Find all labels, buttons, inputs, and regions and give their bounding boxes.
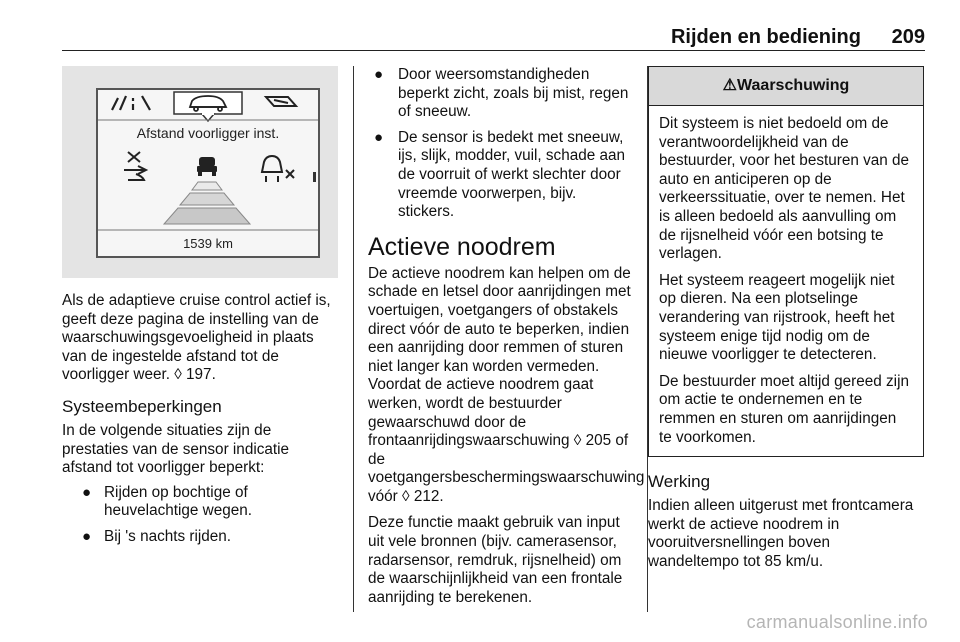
odometer: 1539 km: [183, 236, 233, 251]
list-item: ● De sensor is bedekt met sneeuw, ijs, slijk, modder, vuil, schade aan de voorruit of werkt slechter door vreemde voorwerpen, bijv. stickers.: [374, 128, 626, 221]
intro-paragraph: Als de adaptieve cruise control actief is, geeft deze pagina de instelling van de waarschuwingsgevoeligheid in plaats van de ingestelde afstand tot de voorligger weer. ◊ 197.: [62, 292, 331, 384]
section-heading-werking: Werking: [648, 472, 711, 492]
dashboard-figure: [62, 66, 338, 278]
warning-paragraph: De bestuurder moet altijd gereed zijn om actie te ondernemen en te remmen en sturen om aanrijdingen te voorkomen.: [659, 372, 909, 446]
page-title: Rijden en bediening: [670, 26, 861, 48]
limitations-paragraph: In de volgende situaties zijn de prestaties van de sensor indicatie afstand tot voorligger beperkt:: [62, 421, 290, 477]
noodrem-input-paragraph: Deze functie maakt gebruik van input uit vele bronnen (bijv. camerasensor, radarsensor, remdruk, rijsnelheid) om de waarschijnlijkheid van een frontale aanrijding te berekenen.: [368, 514, 623, 606]
column-divider: [353, 66, 354, 612]
list-item: ● Bij 's nachts rijden.: [82, 527, 232, 545]
warning-paragraph: Dit systeem is niet bedoeld om de verantwoordelijkheid van de bestuurder, voor het besturen van de auto en anticiperen op de verkeerssituatie, over te nemen. Het is alleen bedoeld als aanvulling om de rijsnelheid vóór een botsing te verlagen.: [659, 115, 910, 263]
page-number: 209: [891, 26, 925, 48]
list-item: ● Door weersomstandigheden beperkt zicht, zoals bij mist, regen of sneeuw.: [374, 66, 629, 121]
sensitivity-low-icon: [124, 152, 146, 180]
column-3: [648, 66, 924, 571]
warning-title: Waarschuwing: [737, 77, 850, 94]
list-item: ● Rijden op bochtige of heuvelachtige wegen.: [82, 483, 252, 520]
sensitivity-high-icon: [262, 156, 294, 182]
noodrem-paragraph: De actieve noodrem kan helpen om de schade en letsel door aanrijdingen met voertuigen, voetgangers of obstakels direct vóór de auto te beperken, indien een aanrijding door remmen of sturen niet langer kan worden vermeden. Voordat de actieve noodrem gaat werken, wordt de bestuurder gewaarschuwd door de frontaanrijdingswaarschuwing ◊ 205 of de voetgangersbeschermingswaarschuwing vóór ◊ 212.: [368, 264, 645, 505]
reference-icon: ◊: [573, 432, 582, 450]
warning-icon: ⚠: [722, 77, 738, 94]
display-screen: [96, 88, 320, 258]
screen-title: Afstand voorligger inst.: [136, 125, 280, 141]
column-1: [62, 66, 338, 547]
warning-header: [649, 67, 923, 106]
road-sign-icon: [266, 97, 296, 106]
lane-departure-icon: [112, 96, 150, 110]
car-front-icon: [197, 157, 217, 176]
warning-box: [648, 66, 924, 457]
reference-icon: ◊: [174, 366, 182, 384]
column-2: [368, 66, 645, 607]
section-heading-systeembeperkingen: Systeembeperkingen: [62, 396, 222, 416]
display-graphic: [98, 90, 318, 256]
limitations-list-continued: [368, 66, 634, 222]
warning-body: [649, 106, 923, 456]
page-header: [62, 0, 925, 51]
distance-indicator: [164, 182, 250, 224]
warning-paragraph: Het systeem reageert mogelijk niet op dieren. Na een plotselinge verandering van rijstrook, heeft het systeem enige tijd nodig om de nieuwe voorligger te detecteren.: [659, 271, 895, 364]
watermark: carmanualsonline.info: [746, 612, 928, 632]
limitations-list: [62, 484, 338, 547]
section-heading-actieve-noodrem: Actieve noodrem: [368, 232, 556, 261]
reference-icon: ◊: [402, 487, 410, 505]
werking-paragraph: Indien alleen uitgerust met frontcamera werkt de actieve noodrem in vooruitversnellingen boven wandeltempo tot 85 km/u.: [648, 497, 914, 570]
